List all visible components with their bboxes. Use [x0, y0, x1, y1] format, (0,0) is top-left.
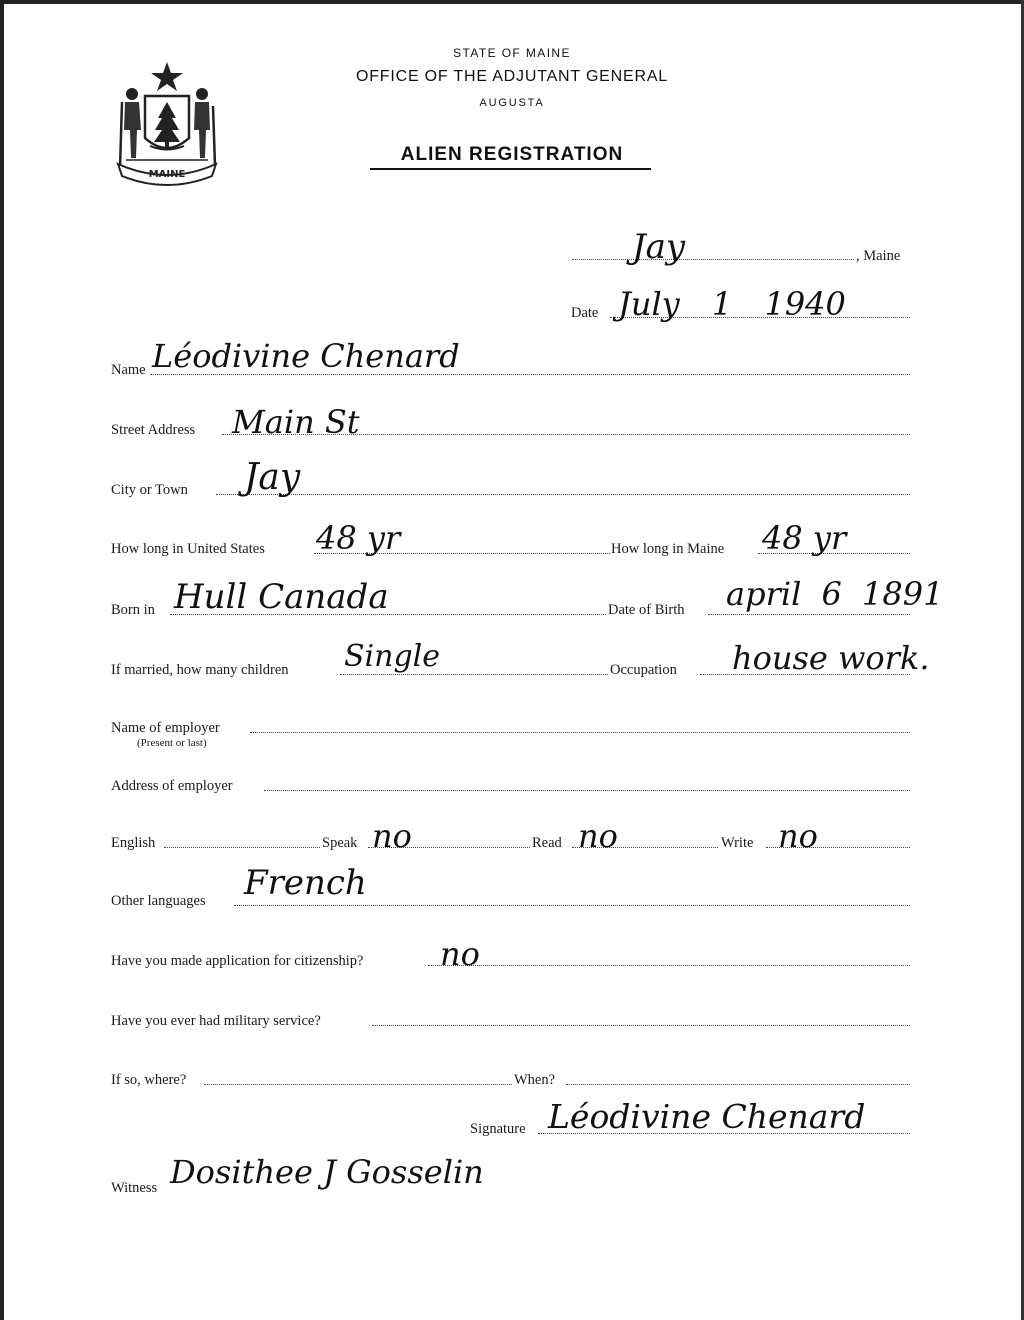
seal-ribbon-text: MAINE — [148, 169, 186, 180]
header-city: AUGUSTA — [479, 97, 545, 109]
page-border-left — [0, 0, 4, 1320]
street-label: Street Address — [111, 422, 196, 438]
read-label: Read — [532, 835, 562, 851]
how-long-us-label: How long in United States — [111, 541, 265, 557]
citizenship-value: no — [440, 935, 480, 973]
town-value: Jay — [632, 227, 686, 267]
signature-label: Signature — [470, 1121, 526, 1137]
write-value: no — [778, 817, 818, 855]
title-underline — [370, 168, 651, 170]
date-of-birth-label: Date of Birth — [608, 602, 685, 618]
read-value: no — [578, 817, 618, 855]
witness-label: Witness — [111, 1180, 158, 1196]
employer-address-line — [264, 790, 910, 791]
page-border-top — [0, 0, 1024, 4]
employer-line — [250, 732, 910, 733]
other-languages-line — [234, 905, 910, 906]
write-label: Write — [721, 835, 754, 851]
when-label: When? — [514, 1072, 556, 1088]
military-line — [372, 1025, 910, 1026]
children-value: Single — [344, 639, 441, 674]
header-state: STATE OF MAINE — [453, 46, 571, 60]
name-value: Léodivine Chenard — [152, 337, 460, 375]
where-line — [204, 1084, 512, 1085]
how-long-maine-label: How long in Maine — [611, 541, 725, 557]
how-long-maine-value: 48 yr — [762, 519, 847, 557]
employer-address-label: Address of employer — [111, 778, 233, 794]
speak-label: Speak — [322, 835, 358, 851]
city-label: City or Town — [111, 482, 188, 498]
employer-sublabel: (Present or last) — [137, 737, 207, 749]
citizenship-label: Have you made application for citizenship? — [111, 953, 364, 969]
children-label: If married, how many children — [111, 662, 289, 678]
other-languages-value: French — [244, 863, 367, 903]
born-in-label: Born in — [111, 602, 155, 618]
english-line — [164, 847, 320, 848]
how-long-us-value: 48 yr — [316, 519, 401, 557]
born-in-value: Hull Canada — [174, 577, 389, 617]
maine-label: , Maine — [856, 248, 901, 264]
where-label: If so, where? — [111, 1072, 187, 1088]
english-label: English — [111, 835, 156, 851]
signature-value: Léodivine Chenard — [548, 1097, 866, 1136]
other-languages-label: Other languages — [111, 893, 206, 909]
town-line — [572, 259, 854, 260]
military-label: Have you ever had military service? — [111, 1013, 321, 1029]
speak-value: no — [372, 817, 412, 855]
occupation-label: Occupation — [610, 662, 677, 678]
city-line — [216, 494, 910, 495]
name-label: Name — [111, 362, 146, 378]
witness-value: Dosithee J Gosselin — [170, 1153, 484, 1191]
date-value: July 1 1940 — [618, 285, 846, 323]
date-of-birth-line — [708, 614, 910, 615]
date-label: Date — [571, 305, 599, 321]
children-line — [340, 674, 608, 675]
header-office: OFFICE OF THE ADJUTANT GENERAL — [355, 68, 669, 85]
form-title: ALIEN REGISTRATION — [400, 144, 624, 165]
date-of-birth-value: april 6 1891 — [726, 575, 944, 613]
occupation-value: house work. — [732, 639, 930, 677]
city-value: Jay — [244, 457, 301, 498]
street-value: Main St — [232, 403, 360, 441]
employer-label: Name of employer — [111, 720, 220, 736]
when-line — [566, 1084, 910, 1085]
citizenship-line — [428, 965, 910, 966]
